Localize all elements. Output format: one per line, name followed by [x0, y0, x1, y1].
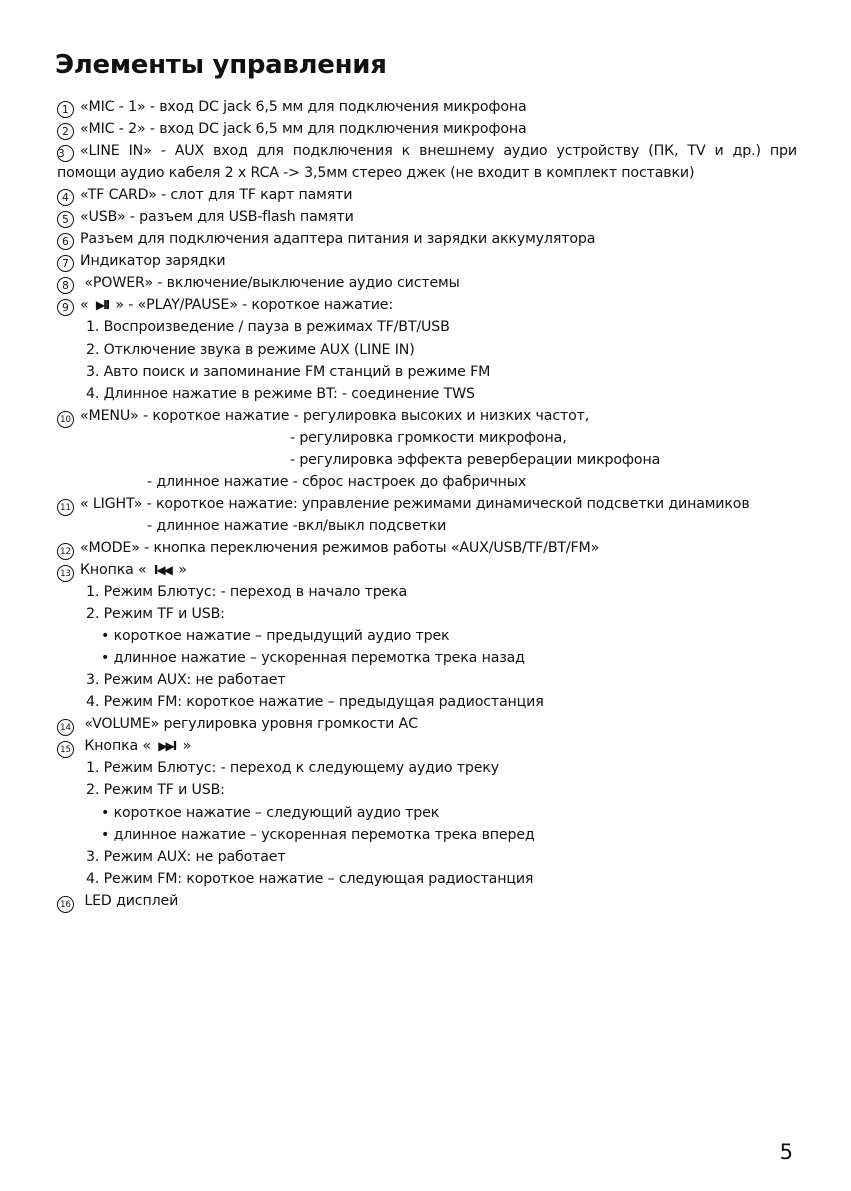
- list-item: [57, 118, 797, 140]
- sub-item-text: 2. Отключение звука в режиме AUX (LINE IN): [86, 341, 415, 358]
- bullet-item: [57, 824, 797, 846]
- sub-item-text: 3. Авто поиск и запоминание FM станций в режиме FM: [86, 363, 491, 380]
- sub-item-text: - длинное нажатие -вкл/выкл подсветки: [147, 517, 447, 534]
- list-item: [57, 140, 797, 162]
- item-number: 8: [57, 277, 74, 294]
- sub-item-text: 1. Воспроизведение / пауза в режимах TF/BT/USB: [86, 319, 450, 336]
- item-text: Кнопка «: [80, 738, 156, 755]
- sub-item: [57, 316, 797, 338]
- item-number: 1: [57, 101, 74, 118]
- sub-item: [57, 581, 797, 603]
- item-number: 10: [57, 411, 74, 428]
- sub-item-text: - регулировка громкости микрофона,: [290, 429, 567, 446]
- item-text: «USB» - разъем для USB-flash памяти: [80, 209, 354, 226]
- page-title: Элементы управления: [55, 50, 387, 80]
- item-text: «MENU» - короткое нажатие - регулировка высоких и низких частот,: [80, 407, 590, 424]
- item-text: «LINE IN» - AUX вход для подключения к внешнему аудио устройству (ПК, TV и др.) при: [80, 143, 797, 160]
- item-text: Кнопка «: [80, 561, 151, 578]
- sub-item: [57, 427, 797, 449]
- sub-item: [57, 383, 797, 405]
- item-text: »: [178, 738, 192, 755]
- list-item: [57, 272, 797, 294]
- sub-item-text: 2. Режим TF и USB:: [86, 606, 225, 623]
- sub-item-text: 3. Режим AUX: не работает: [86, 672, 286, 689]
- sub-item: [57, 471, 797, 493]
- list-item: [57, 294, 797, 316]
- list-item: [57, 713, 797, 735]
- item-number: 11: [57, 499, 74, 516]
- sub-item-text: 4. Режим FM: короткое нажатие – предыдущая радиостанция: [86, 694, 544, 711]
- sub-item-text: 1. Режим Блютус: - переход в начало трека: [86, 584, 408, 601]
- sub-item: [57, 339, 797, 361]
- previous-track-icon: I◀◀: [153, 562, 171, 577]
- item-text: «: [80, 297, 93, 314]
- list-item: [57, 559, 797, 581]
- sub-item: [57, 757, 797, 779]
- item-number: 5: [57, 211, 74, 228]
- list-item: [57, 250, 797, 272]
- next-track-icon: ▶▶I: [158, 739, 176, 754]
- list-item: [57, 493, 797, 515]
- item-text: «MIC - 1» - вход DC jack 6,5 мм для подключения микрофона: [80, 99, 527, 115]
- list-item: [57, 184, 797, 206]
- sub-item: [57, 868, 797, 890]
- bullet-item: [57, 802, 797, 824]
- sub-item: [57, 603, 797, 625]
- list-item: [57, 890, 797, 912]
- item-text: » - «PLAY/PAUSE» - короткое нажатие:: [111, 297, 394, 314]
- bullet-text: • короткое нажатие – предыдущий аудио трек: [101, 628, 450, 645]
- item-text: Индикатор зарядки: [80, 253, 226, 270]
- item-number: 14: [57, 719, 74, 736]
- item-text: «POWER» - включение/выключение аудио системы: [80, 275, 460, 292]
- sub-item-text: - регулировка эффекта реверберации микрофона: [290, 451, 661, 468]
- bullet-item: [57, 647, 797, 669]
- sub-item: [57, 669, 797, 691]
- sub-item: [57, 779, 797, 801]
- item-text: « LIGHT» - короткое нажатие: управление режимами динамической подсветки динамиков: [80, 495, 750, 512]
- play-pause-icon: ▶II: [95, 298, 109, 313]
- bullet-text: • длинное нажатие – ускоренная перемотка трека вперед: [101, 826, 535, 843]
- item-text: помощи аудио кабеля 2 x RCA -> 3,5мм стерео джек (не входит в комплект поставки): [57, 165, 695, 182]
- item-number: 15: [57, 741, 74, 758]
- item-number: 7: [57, 255, 74, 272]
- list-item-continuation: [57, 162, 797, 184]
- item-text: «MIC - 2» - вход DC jack 6,5 мм для подключения микрофона: [80, 121, 527, 138]
- item-text: «MODE» - кнопка переключения режимов работы «AUX/USB/TF/BT/FM»: [80, 539, 600, 556]
- bullet-text: • короткое нажатие – следующий аудио трек: [101, 804, 440, 821]
- sub-item-text: 4. Режим FM: короткое нажатие – следующая радиостанция: [86, 870, 534, 887]
- bullet-item: [57, 625, 797, 647]
- sub-item: [57, 449, 797, 471]
- page-number: 5: [779, 1140, 793, 1164]
- item-text: «VOLUME» регулировка уровня громкости АС: [80, 716, 418, 733]
- sub-item-text: 1. Режим Блютус: - переход к следующему аудио треку: [86, 760, 499, 777]
- sub-item-text: - длинное нажатие - сброс настроек до фабричных: [147, 473, 527, 490]
- list-item: [57, 206, 797, 228]
- list-item: [57, 735, 797, 757]
- list-item: [57, 537, 797, 559]
- sub-item-text: 3. Режим AUX: не работает: [86, 848, 286, 865]
- sub-item-text: 4. Длинное нажатие в режиме BT: - соединение TWS: [86, 385, 475, 402]
- item-number: 13: [57, 565, 74, 582]
- item-number: 6: [57, 233, 74, 250]
- item-number: 16: [57, 896, 74, 913]
- sub-item: [57, 691, 797, 713]
- item-text: Разъем для подключения адаптера питания и зарядки аккумулятора: [80, 231, 596, 248]
- item-number: 3: [57, 145, 74, 162]
- sub-item: [57, 846, 797, 868]
- sub-item: [57, 361, 797, 383]
- item-number: 2: [57, 123, 74, 140]
- sub-item: [57, 515, 797, 537]
- item-number: 4: [57, 189, 74, 206]
- list-item: [57, 228, 797, 250]
- controls-list: [57, 96, 797, 912]
- item-text: »: [173, 561, 187, 578]
- bullet-text: • длинное нажатие – ускоренная перемотка трека назад: [101, 650, 525, 667]
- list-item: [57, 96, 797, 118]
- sub-item-text: 2. Режим TF и USB:: [86, 782, 225, 799]
- item-text: LED дисплей: [80, 892, 179, 909]
- item-number: 9: [57, 299, 74, 316]
- list-item: [57, 405, 797, 427]
- item-text: «TF CARD» - слот для TF карт памяти: [80, 187, 353, 204]
- item-number: 12: [57, 543, 74, 560]
